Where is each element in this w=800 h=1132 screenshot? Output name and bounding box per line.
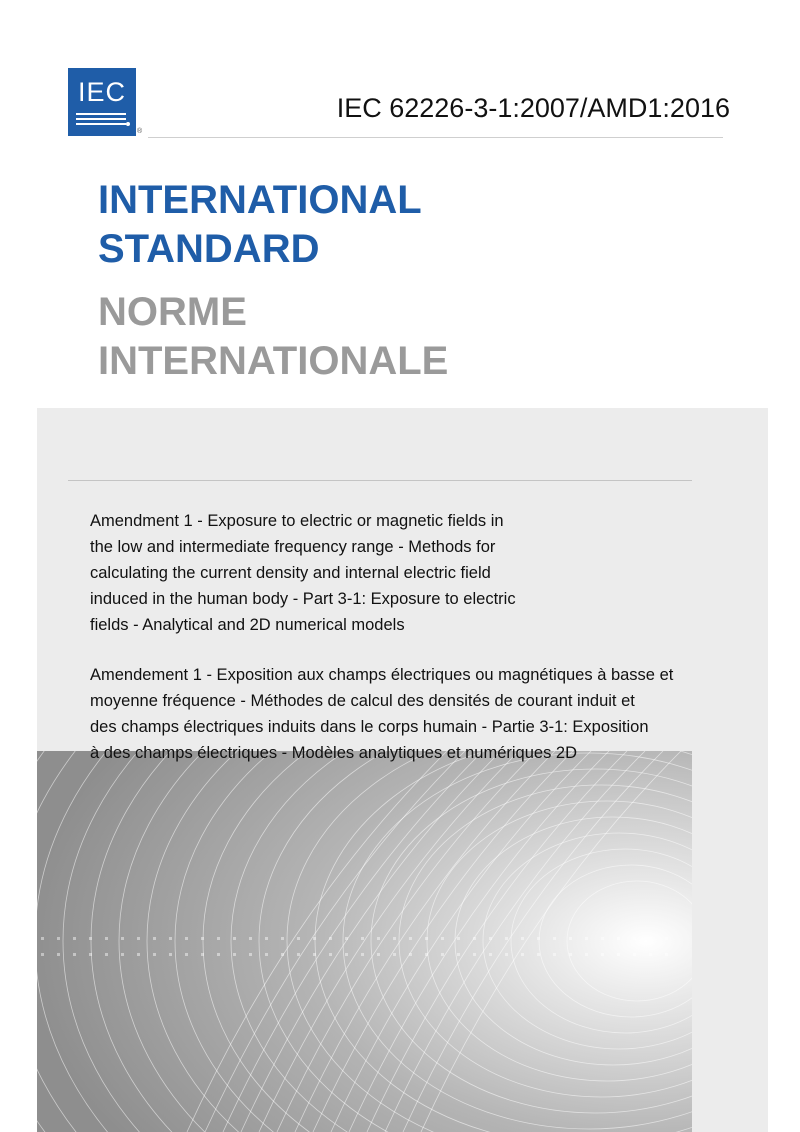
description-english-line: Amendment 1 - Exposure to electric or magnetic fields in bbox=[90, 512, 504, 530]
artwork-dot bbox=[633, 953, 636, 956]
artwork-dot bbox=[169, 953, 172, 956]
artwork-dot bbox=[329, 953, 332, 956]
artwork-dot bbox=[473, 937, 476, 940]
logo-lines bbox=[76, 112, 130, 128]
artwork-dot bbox=[345, 937, 348, 940]
description-english-line: fields - Analytical and 2D numerical models bbox=[90, 616, 405, 634]
header-divider bbox=[148, 137, 723, 138]
registered-mark: ® bbox=[137, 128, 143, 135]
artwork-dot bbox=[105, 937, 108, 940]
description-french-line: moyenne fréquence - Méthodes de calcul des densités de courant induit et bbox=[90, 692, 635, 710]
title-french bbox=[98, 288, 448, 386]
artwork-dot bbox=[473, 953, 476, 956]
description-english-line: induced in the human body - Part 3-1: Exposure to electric bbox=[90, 590, 516, 608]
artwork-dot bbox=[537, 953, 540, 956]
artwork-dot bbox=[73, 953, 76, 956]
artwork-dot bbox=[329, 937, 332, 940]
artwork-dot bbox=[553, 937, 556, 940]
artwork-dot bbox=[537, 937, 540, 940]
artwork-dot bbox=[249, 953, 252, 956]
artwork-dot bbox=[281, 953, 284, 956]
title-french-line2: INTERNATIONALE bbox=[98, 339, 449, 383]
description-english-line: calculating the current density and internal electric field bbox=[90, 564, 491, 582]
artwork-dot bbox=[617, 953, 620, 956]
artwork-dot bbox=[569, 937, 572, 940]
artwork-dot bbox=[361, 937, 364, 940]
description-english-line: the low and intermediate frequency range - Methods for bbox=[90, 538, 496, 556]
artwork-dot bbox=[73, 937, 76, 940]
artwork-dot bbox=[201, 937, 204, 940]
artwork-dot bbox=[409, 953, 412, 956]
artwork-dot bbox=[393, 953, 396, 956]
artwork-dot bbox=[89, 953, 92, 956]
artwork-dot bbox=[361, 953, 364, 956]
artwork-dot bbox=[185, 937, 188, 940]
title-english bbox=[98, 176, 422, 274]
artwork-dot bbox=[553, 953, 556, 956]
title-english-line1: INTERNATIONAL bbox=[98, 178, 422, 222]
artwork-dot bbox=[57, 937, 60, 940]
description-french-line: à des champs électriques - Modèles analytiques et numériques 2D bbox=[90, 744, 578, 762]
artwork-dot bbox=[281, 937, 284, 940]
title-english-line2: STANDARD bbox=[98, 227, 320, 271]
artwork-dot bbox=[633, 937, 636, 940]
logo-text: IEC bbox=[77, 77, 126, 107]
description-french-line: Amendement 1 - Exposition aux champs électriques ou magnétiques à basse et bbox=[90, 666, 674, 684]
artwork-dot bbox=[569, 953, 572, 956]
artwork-dot bbox=[345, 953, 348, 956]
artwork-dot bbox=[649, 953, 652, 956]
panel-divider bbox=[68, 480, 692, 481]
artwork-dot bbox=[265, 937, 268, 940]
artwork-dot bbox=[489, 953, 492, 956]
artwork-dot bbox=[425, 937, 428, 940]
artwork-dot bbox=[505, 937, 508, 940]
artwork-dot bbox=[457, 953, 460, 956]
artwork-dot bbox=[233, 953, 236, 956]
artwork-dot bbox=[441, 937, 444, 940]
artwork-dot bbox=[377, 937, 380, 940]
description-english bbox=[90, 508, 550, 638]
artwork-dot bbox=[153, 937, 156, 940]
artwork-dot bbox=[153, 953, 156, 956]
artwork-dot bbox=[601, 953, 604, 956]
artwork-dot bbox=[217, 953, 220, 956]
document-reference: IEC 62226-3-1:2007/AMD1:2016 bbox=[336, 93, 730, 123]
artwork-dot bbox=[137, 953, 140, 956]
artwork-dot bbox=[585, 937, 588, 940]
artwork-dot bbox=[377, 953, 380, 956]
title-french-line1: NORME bbox=[98, 290, 247, 334]
artwork-dot bbox=[409, 937, 412, 940]
iec-logo bbox=[68, 68, 136, 136]
artwork-dot bbox=[217, 937, 220, 940]
artwork-dot bbox=[41, 937, 44, 940]
artwork-dot bbox=[441, 953, 444, 956]
artwork-dot bbox=[649, 937, 652, 940]
artwork-dot bbox=[505, 953, 508, 956]
artwork-dot bbox=[121, 953, 124, 956]
artwork-dot bbox=[185, 953, 188, 956]
artwork-dot bbox=[249, 937, 252, 940]
artwork-dot bbox=[121, 937, 124, 940]
artwork-dot bbox=[137, 937, 140, 940]
artwork-dot bbox=[665, 953, 668, 956]
artwork-dot bbox=[169, 937, 172, 940]
artwork-dot bbox=[489, 937, 492, 940]
artwork-dot bbox=[57, 953, 60, 956]
artwork-dot bbox=[585, 953, 588, 956]
artwork-dot bbox=[313, 937, 316, 940]
artwork-dot bbox=[393, 937, 396, 940]
artwork-dot bbox=[521, 953, 524, 956]
artwork-dot bbox=[297, 953, 300, 956]
artwork-dot bbox=[233, 937, 236, 940]
description-french-line: des champs électriques induits dans le corps humain - Partie 3-1: Exposition bbox=[90, 718, 649, 736]
artwork-dot bbox=[457, 937, 460, 940]
artwork-dot bbox=[41, 953, 44, 956]
artwork-dot bbox=[201, 953, 204, 956]
artwork-dot bbox=[601, 937, 604, 940]
artwork-dot bbox=[105, 953, 108, 956]
description-french bbox=[90, 662, 710, 766]
artwork-dot bbox=[617, 937, 620, 940]
artwork-dot bbox=[265, 953, 268, 956]
artwork-dot bbox=[425, 953, 428, 956]
artwork-dot bbox=[313, 953, 316, 956]
artwork-dot bbox=[521, 937, 524, 940]
artwork-dot bbox=[665, 937, 668, 940]
artwork-dot bbox=[89, 937, 92, 940]
cover-artwork bbox=[37, 751, 692, 1132]
artwork-dot bbox=[297, 937, 300, 940]
